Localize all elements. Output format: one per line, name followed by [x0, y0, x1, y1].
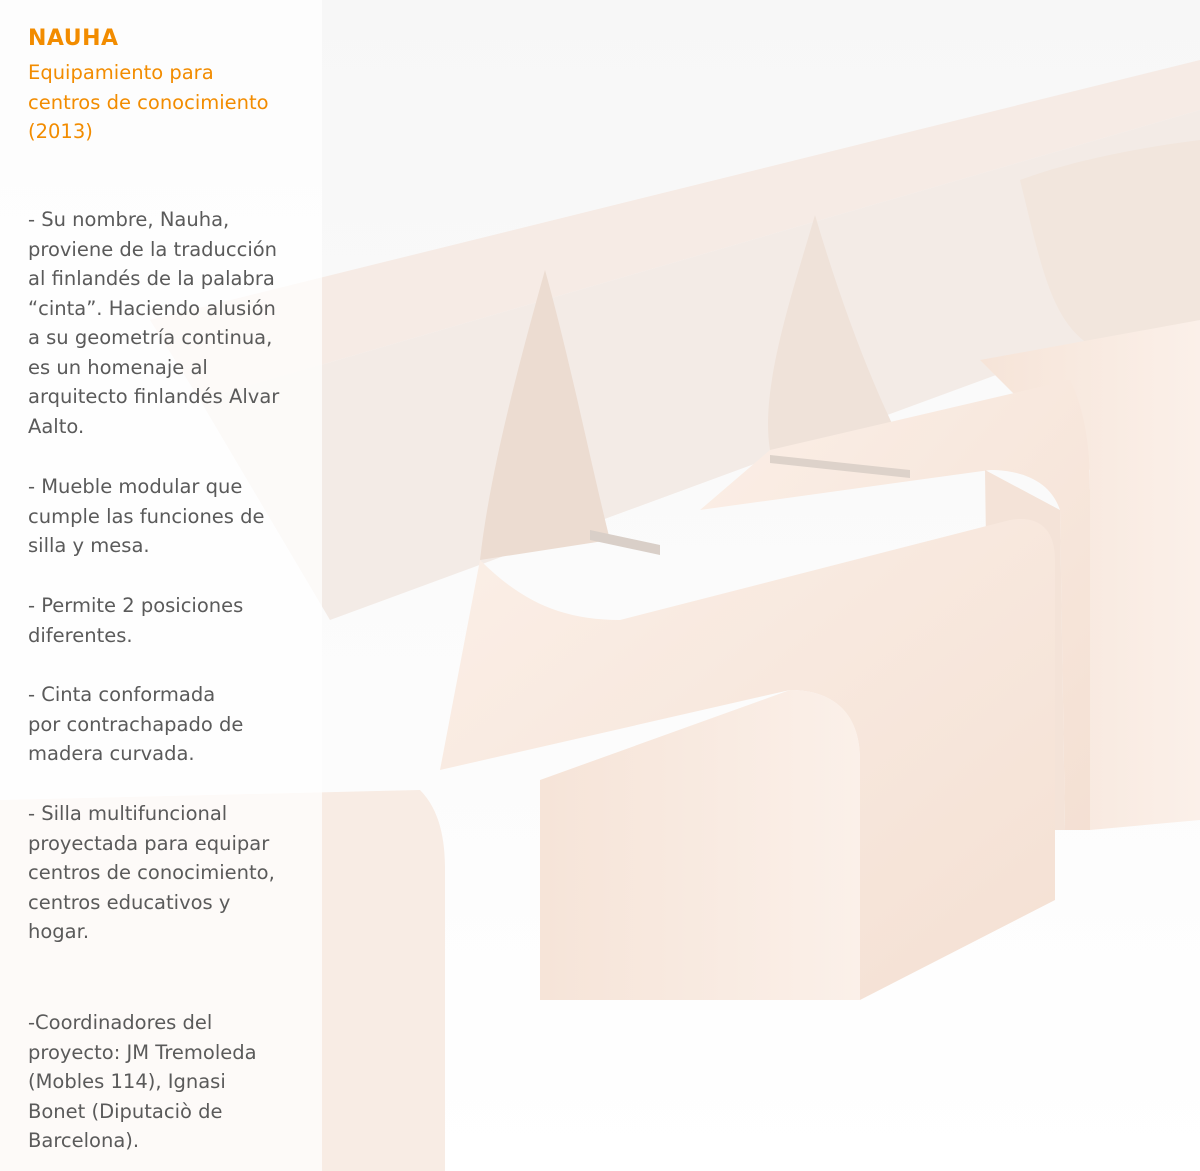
- paragraph-line: a su geometría continua,: [28, 326, 273, 349]
- paragraph-line: -Coordinadores del: [28, 1011, 213, 1034]
- paragraph-line: proviene de la traducción: [28, 237, 278, 261]
- brand-title: NAUHA: [28, 26, 119, 51]
- paragraph-line: “cinta”. Haciendo alusión: [28, 296, 276, 320]
- paragraph-line: madera curvada.: [28, 742, 195, 765]
- paragraph-name-origin: [28, 205, 318, 441]
- paragraph-material: [28, 680, 318, 769]
- paragraph-line: Barcelona).: [28, 1129, 140, 1152]
- paragraph-line: es un homenaje al: [28, 355, 208, 379]
- subtitle-line: centros de conocimiento: [28, 90, 269, 114]
- paragraph-line: al finlandés de la palabra: [28, 267, 275, 290]
- subtitle-line: Equipamiento para: [28, 61, 214, 84]
- paragraph-multifunction: [28, 799, 318, 947]
- paragraph-line: diferentes.: [28, 623, 133, 647]
- paragraph-coordinators: [28, 1008, 318, 1156]
- paragraph-line: centros de conocimiento,: [28, 861, 275, 884]
- paragraph-line: proyectada para equipar: [28, 831, 270, 855]
- paragraph-line: por contrachapado de: [28, 712, 244, 736]
- paragraph-line: centros educativos y: [28, 890, 231, 914]
- paragraph-modular: [28, 472, 318, 561]
- paragraph-line: - Cinta conformada: [28, 683, 216, 706]
- paragraph-line: - Silla multifuncional: [28, 802, 228, 825]
- paragraph-line: cumple las funciones de: [28, 504, 265, 528]
- paragraph-line: - Su nombre, Nauha,: [28, 208, 230, 231]
- subtitle-line: (2013): [28, 120, 93, 143]
- text-panel: [0, 0, 322, 1171]
- paragraph-line: Bonet (Diputaciò de: [28, 1099, 223, 1123]
- paragraph-line: proyecto: JM Tremoleda: [28, 1040, 257, 1064]
- paragraph-line: - Permite 2 posiciones: [28, 594, 244, 617]
- paragraph-line: Aalto.: [28, 414, 85, 438]
- paragraph-line: silla y mesa.: [28, 534, 150, 557]
- paragraph-line: hogar.: [28, 920, 90, 943]
- paragraph-line: - Mueble modular que: [28, 475, 243, 498]
- subtitle: [28, 58, 318, 147]
- paragraph-line: arquitecto finlandés Alvar: [28, 385, 280, 408]
- paragraph-line: (Mobles 114), Ignasi: [28, 1070, 226, 1093]
- paragraph-positions: [28, 591, 318, 650]
